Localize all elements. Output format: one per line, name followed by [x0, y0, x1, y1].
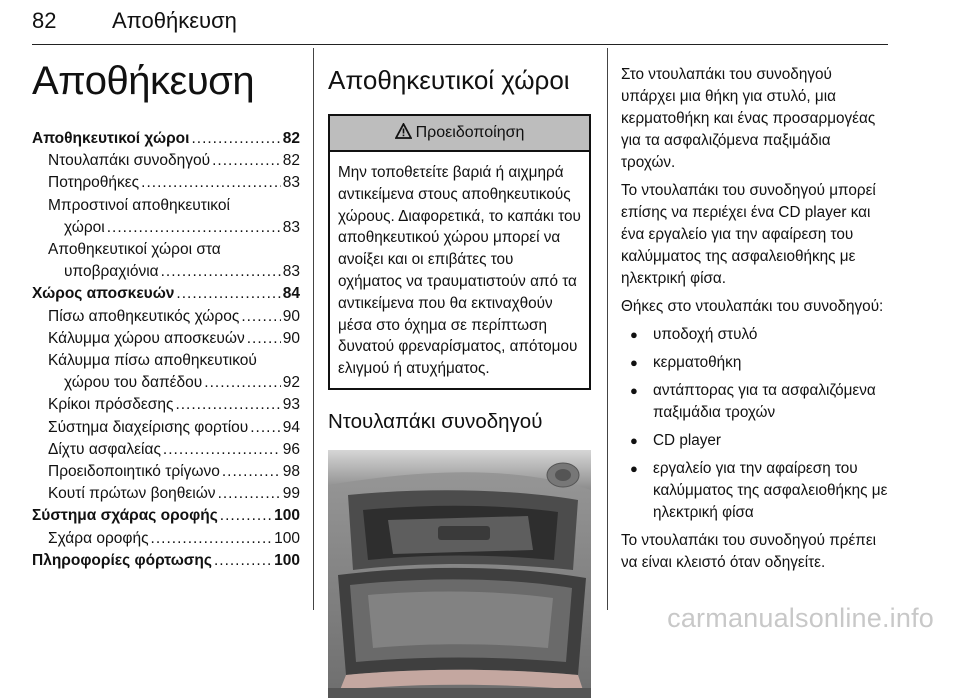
list-item: ● κερματοθήκη	[621, 352, 889, 374]
warning-header	[330, 116, 589, 152]
list-item: ● CD player	[621, 430, 889, 452]
toc-entry[interactable]: Ντουλαπάκι συνοδηγού ..... 82	[32, 150, 300, 172]
section-title: Αποθηκευτικοί χώροι	[328, 65, 570, 95]
table-of-contents	[32, 128, 300, 572]
toc-entry[interactable]: Κουτί πρώτων βοηθειών ..... 99	[32, 483, 300, 505]
paragraph: Το ντουλαπάκι του συνοδηγού πρέπει να είναι κλειστό όταν οδηγείτε.	[621, 532, 877, 571]
toc-entry-line: Κάλυμμα πίσω αποθηκευτικού	[48, 352, 257, 370]
warning-text: Μην τοποθετείτε βαριά ή αιχμηρά αντικείμενα στους αποθηκευτικούς χώρους. Διαφορετικά, το καπάκι του αποθηκευτικού χώρου μπορεί να ανοίξει και οι επιβάτες του οχήματος να τραυματιστούν από τα αντικείμενα που θα εκτιναχθούν μέσα στο όχημα σε περίπτωση δυνατού φρεναρίσματος, απότομου ελιγμού ή ατυχήματος.	[338, 164, 581, 378]
warning-title: Προειδοποίηση	[415, 124, 525, 141]
toc-entry-line: Μπροστινοί αποθηκευτικοί	[48, 196, 230, 214]
column-divider	[607, 48, 608, 610]
list-item: ● αντάπτορας για τα ασφαλιζόμενα παξιμάδια τροχών	[621, 380, 889, 424]
toc-entry[interactable]: χώρου του δαπέδου ..... 92	[32, 372, 300, 394]
running-title: Αποθήκευση	[112, 8, 237, 33]
page-header	[32, 4, 888, 44]
glovebox-photo	[328, 450, 591, 698]
right-column	[621, 64, 889, 580]
toc-entry[interactable]: Πληροφορίες φόρτωσης ..... 100	[32, 550, 300, 572]
header-rule	[32, 44, 888, 45]
toc-entry[interactable]: Κάλυμμα χώρου αποσκευών ..... 90	[32, 328, 300, 350]
toc-entry[interactable]: Σύστημα σχάρας οροφής ..... 100	[32, 505, 300, 527]
paragraph: Το ντουλαπάκι του συνοδηγού μπορεί επίσης να περιέχει ένα CD player και ένα εργαλείο για την αφαίρεση του καλύμματος της ασφαλειοθήκης με ηλεκτρική φίσα.	[621, 182, 876, 287]
list-item: ● υποδοχή στυλό	[621, 324, 889, 346]
compartment-list	[621, 324, 889, 524]
toc-entry[interactable]: Αποθηκευτικοί χώροι ..... 82	[32, 128, 300, 150]
toc-entry[interactable]: Χώρος αποσκευών ..... 84	[32, 283, 300, 305]
paragraph: Στο ντουλαπάκι του συνοδηγού υπάρχει μια θήκη για στυλό, μια κερματοθήκη και ένας προσαρμογέας για τα ασφαλιζόμενα παξιμάδια τροχών.	[621, 66, 876, 171]
watermark: carmanualsonline.info	[667, 603, 934, 633]
glovebox-title: Ντουλαπάκι συνοδηγού	[328, 409, 543, 433]
toc-column	[32, 52, 300, 572]
toc-entry[interactable]: Πίσω αποθηκευτικός χώρος ..... 90	[32, 306, 300, 328]
toc-entry[interactable]: Προειδοποιητικό τρίγωνο ..... 98	[32, 461, 300, 483]
toc-entry[interactable]: υποβραχιόνια ..... 83	[32, 261, 300, 283]
toc-entry[interactable]: Σχάρα οροφής ..... 100	[32, 528, 300, 550]
toc-entry[interactable]: χώροι ..... 83	[32, 217, 300, 239]
toc-entry[interactable]: Κρίκοι πρόσδεσης ..... 93	[32, 394, 300, 416]
paragraph: Θήκες στο ντουλαπάκι του συνοδηγού:	[621, 298, 884, 315]
toc-entry[interactable]: Σύστημα διαχείρισης φορτίου ..... 94	[32, 417, 300, 439]
page-number: 82	[32, 8, 57, 33]
toc-entry[interactable]: Δίχτυ ασφαλείας ..... 96	[32, 439, 300, 461]
chapter-title: Αποθήκευση	[32, 59, 255, 103]
warning-triangle-icon	[395, 123, 412, 144]
column-divider	[313, 48, 314, 610]
middle-column	[328, 52, 591, 698]
warning-box	[328, 114, 591, 390]
toc-entry-line: Αποθηκευτικοί χώροι στα	[48, 241, 221, 259]
list-item: ● εργαλείο για την αφαίρεση του καλύμματος της ασφαλειοθήκης με ηλεκτρική φίσα	[621, 458, 889, 524]
toc-entry[interactable]: Ποτηροθήκες ..... 83	[32, 172, 300, 194]
